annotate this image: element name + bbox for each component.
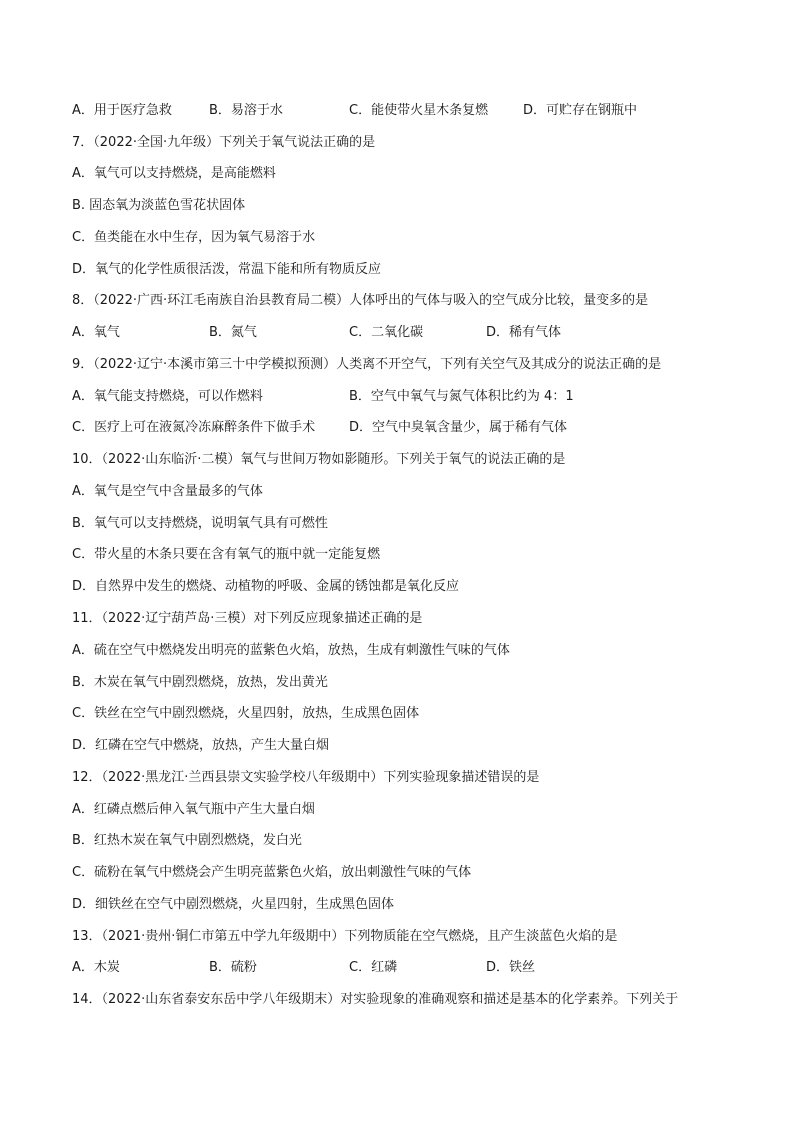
option-b: B．空气中氧气与氮气体积比约为 4：1 <box>349 389 574 404</box>
option-d: D．铁丝 <box>486 960 536 975</box>
question-stem-9: 9．（2022·辽宁·本溪市第三十中学模拟预测）人类离不开空气，下列有关空气及其成分的说法正确的是 <box>72 357 662 372</box>
option-a: A．氧气是空气中含量最多的气体 <box>72 484 263 499</box>
option-a: A．硫在空气中燃烧发出明亮的蓝紫色火焰，放热，生成有刺激性气味的气体 <box>72 643 510 658</box>
option-c: C．红磷 <box>349 960 398 975</box>
options-row-q13 <box>72 958 754 978</box>
question-stem-11: 11．（2022·辽宁葫芦岛·三模）对下列反应现象描述正确的是 <box>72 611 423 626</box>
question-stem-7: 7．（2022·全国·九年级）下列关于氧气说法正确的是 <box>72 135 376 150</box>
option-b: B．氧气可以支持燃烧，说明氧气具有可燃性 <box>72 516 328 531</box>
option-c: C．能使带火星木条复燃 <box>349 103 489 118</box>
option-d: D．可贮存在钢瓶中 <box>523 103 638 118</box>
options-row-q8 <box>72 323 754 343</box>
option-b: B．红热木炭在氧气中剧烈燃烧，发白光 <box>72 833 302 848</box>
question-stem-12: 12．（2022·黑龙江·兰西县崇文实验学校八年级期中）下列实验现象描述错误的是 <box>72 770 540 785</box>
question-stem-13: 13．（2021·贵州·铜仁市第五中学九年级期中）下列物质能在空气燃烧，且产生淡蓝色火焰的是 <box>72 929 618 944</box>
option-c: C．医疗上可在液氮冷冻麻醉条件下做手术 <box>72 420 316 435</box>
option-d: D．氧气的化学性质很活泼，常温下能和所有物质反应 <box>72 262 382 277</box>
option-a: A．红磷点燃后伸入氧气瓶中产生大量白烟 <box>72 802 315 817</box>
option-d: D．自然界中发生的燃烧、动植物的呼吸、金属的锈蚀都是氧化反应 <box>72 579 460 594</box>
option-c: C．鱼类能在水中生存，因为氧气易溶于水 <box>72 230 316 245</box>
option-b: B. 固态氧为淡蓝色雪花状固体 <box>72 198 246 213</box>
option-b: B．硫粉 <box>209 960 257 975</box>
options-row-q9-2 <box>72 418 754 438</box>
option-d: D．稀有气体 <box>486 325 562 340</box>
option-c: C．二氧化碳 <box>349 325 424 340</box>
question-stem-8: 8．（2022·广西·环江毛南族自治县教育局二模）人体呼出的气体与吸入的空气成分比较，量变多的是 <box>72 293 649 308</box>
option-d: D．空气中臭氧含量少，属于稀有气体 <box>349 420 568 435</box>
options-row-q6 <box>72 101 754 121</box>
option-b: B．易溶于水 <box>209 103 283 118</box>
options-row-q9-1 <box>72 387 754 407</box>
option-c: C．铁丝在空气中剧烈燃烧，火星四射，放热，生成黑色固体 <box>72 706 420 721</box>
question-stem-10: 10．（2022·山东临沂·二模）氧气与世间万物如影随形。下列关于氧气的说法正确的是 <box>72 452 566 467</box>
question-stem-14: 14．（2022·山东省泰安东岳中学八年级期末）对实验现象的准确观察和描述是基本的化学素养。下列关于 <box>72 992 679 1007</box>
option-c: C．硫粉在氧气中燃烧会产生明亮蓝紫色火焰，放出刺激性气味的气体 <box>72 865 472 880</box>
option-c: C．带火星的木条只要在含有氧气的瓶中就一定能复燃 <box>72 547 381 562</box>
option-a: A．氧气可以支持燃烧，是高能燃料 <box>72 166 276 181</box>
option-d: D．红磷在空气中燃烧，放热，产生大量白烟 <box>72 738 330 753</box>
option-d: D．细铁丝在空气中剧烈燃烧，火星四射，生成黑色固体 <box>72 897 395 912</box>
option-a: A．木炭 <box>72 960 120 975</box>
option-b: B．氮气 <box>209 325 257 340</box>
option-a: A．氧气 <box>72 325 120 340</box>
option-b: B．木炭在氧气中剧烈燃烧，放热，发出黄光 <box>72 675 328 690</box>
option-a: A．用于医疗急救 <box>72 103 172 118</box>
option-a: A．氧气能支持燃烧，可以作燃料 <box>72 389 263 404</box>
